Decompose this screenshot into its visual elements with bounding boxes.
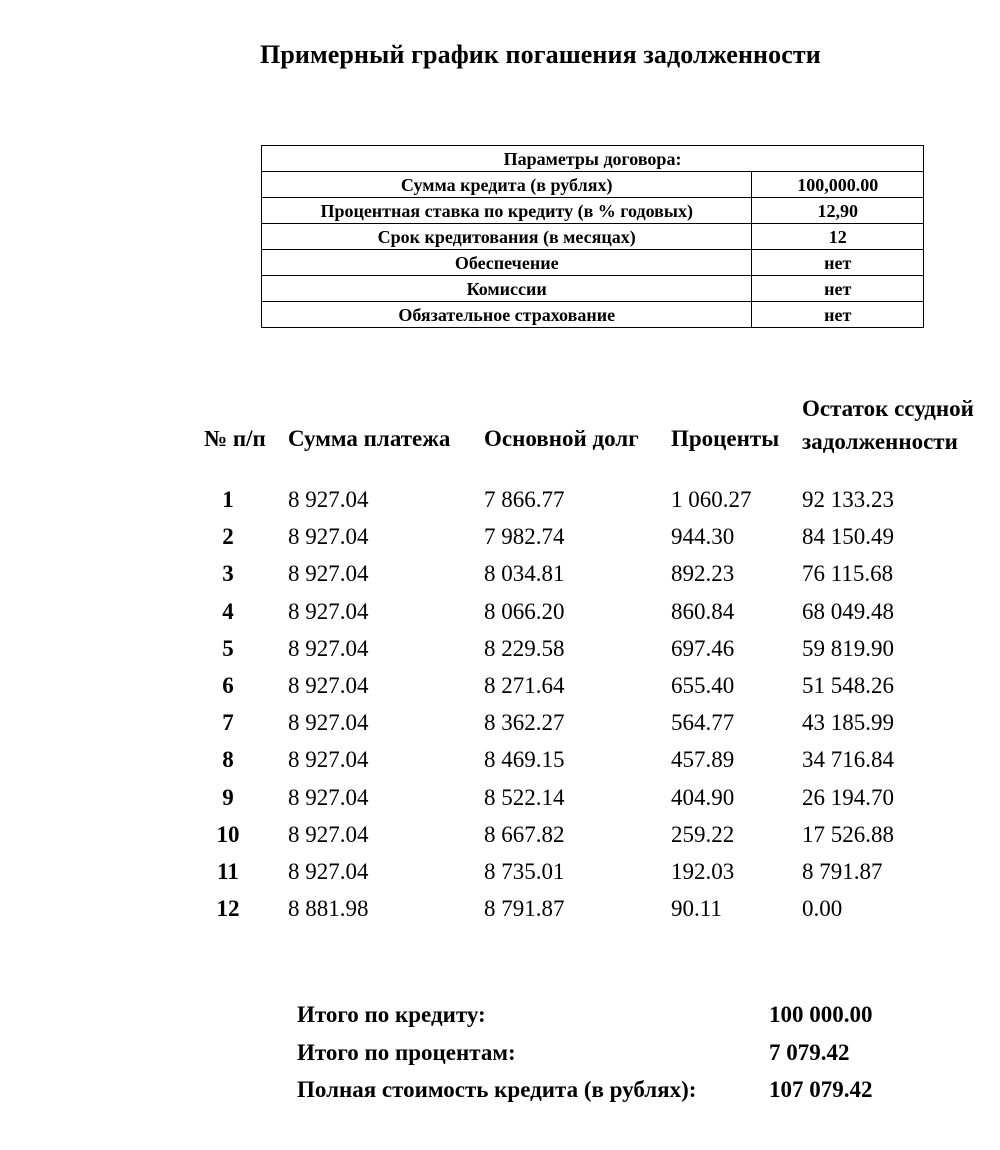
payment-amount: 8 927.04 (288, 598, 369, 624)
row-number: 1 (222, 487, 234, 512)
header-interest: Проценты (671, 426, 780, 451)
table-row (204, 524, 994, 561)
schedule-rows (204, 487, 994, 933)
row-number: 4 (222, 598, 234, 624)
interest-amount: 892.23 (671, 561, 735, 587)
payment-amount: 8 927.04 (288, 710, 369, 736)
interest-amount: 860.84 (671, 598, 735, 624)
table-row (204, 487, 994, 524)
param-label-term: Срок кредитования (в месяцах) (262, 224, 752, 250)
row-number: 12 (216, 896, 240, 922)
header-principal: Основной долг (484, 426, 639, 451)
row-number: 7 (222, 710, 234, 736)
row-number: 8 (222, 747, 234, 773)
remaining-balance: 26 194.70 (802, 784, 894, 810)
param-label-loan-amount: Сумма кредита (в рублях) (262, 172, 752, 198)
payment-amount: 8 927.04 (288, 672, 369, 698)
param-value-interest-rate: 12,90 (752, 198, 924, 224)
payment-amount: 8 927.04 (288, 524, 369, 550)
param-value-collateral: нет (752, 250, 924, 276)
total-label: Итого по процентам: (297, 1039, 516, 1065)
header-balance: Остаток ссудной задолженности (802, 396, 974, 454)
interest-amount: 1 060.27 (671, 487, 752, 512)
remaining-balance: 59 819.90 (802, 635, 894, 661)
params-row (262, 172, 924, 198)
principal-amount: 8 034.81 (484, 561, 565, 587)
table-row (204, 561, 994, 598)
payment-amount: 8 927.04 (288, 635, 369, 661)
total-row (297, 1002, 897, 1040)
remaining-balance: 92 133.23 (802, 487, 894, 512)
principal-amount: 8 362.27 (484, 710, 565, 736)
total-row (297, 1077, 897, 1115)
payment-amount: 8 927.04 (288, 784, 369, 810)
principal-amount: 8 271.64 (484, 672, 565, 698)
principal-amount: 8 066.20 (484, 598, 565, 624)
interest-amount: 90.11 (671, 896, 722, 922)
row-number: 9 (222, 784, 234, 810)
interest-amount: 404.90 (671, 784, 735, 810)
contract-parameters-table (261, 145, 924, 328)
row-number: 10 (216, 821, 240, 847)
principal-amount: 8 229.58 (484, 635, 565, 661)
page-title: Примерный график погашения задолженности (260, 40, 821, 69)
param-label-fees: Комиссии (262, 276, 752, 302)
params-header-row (262, 146, 924, 172)
interest-amount: 655.40 (671, 672, 735, 698)
header-payment: Сумма платежа (288, 426, 451, 451)
total-label: Итого по кредиту: (297, 1002, 486, 1027)
total-row (297, 1040, 897, 1078)
row-number: 2 (222, 524, 234, 550)
row-number: 3 (222, 561, 234, 587)
param-label-collateral: Обеспечение (262, 250, 752, 276)
params-row (262, 302, 924, 328)
interest-amount: 944.30 (671, 524, 735, 550)
principal-amount: 8 522.14 (484, 784, 565, 810)
total-value: 100 000.00 (769, 1002, 873, 1027)
params-row (262, 224, 924, 250)
table-row (204, 785, 994, 822)
param-label-interest-rate: Процентная ставка по кредиту (в % годовых) (262, 198, 752, 224)
interest-amount: 457.89 (671, 747, 735, 773)
total-value: 107 079.42 (769, 1077, 873, 1102)
payment-amount: 8 927.04 (288, 821, 369, 847)
params-header: Параметры договора: (262, 146, 924, 172)
table-row (204, 673, 994, 710)
table-row (204, 599, 994, 636)
payment-amount: 8 927.04 (288, 858, 369, 884)
schedule-header (204, 392, 994, 492)
remaining-balance: 68 049.48 (802, 598, 894, 624)
table-row (204, 710, 994, 747)
interest-amount: 259.22 (671, 821, 735, 847)
remaining-balance: 17 526.88 (802, 821, 894, 847)
params-row (262, 250, 924, 276)
total-value: 7 079.42 (769, 1039, 850, 1065)
principal-amount: 8 791.87 (484, 896, 565, 922)
interest-amount: 564.77 (671, 710, 735, 736)
row-number: 5 (222, 635, 234, 661)
principal-amount: 7 866.77 (484, 487, 565, 512)
remaining-balance: 84 150.49 (802, 524, 894, 550)
table-row (204, 636, 994, 673)
payment-amount: 8 927.04 (288, 487, 369, 512)
interest-amount: 192.03 (671, 858, 735, 884)
payment-amount: 8 881.98 (288, 896, 369, 922)
table-row (204, 822, 994, 859)
table-row (204, 747, 994, 784)
payment-amount: 8 927.04 (288, 561, 369, 587)
remaining-balance: 51 548.26 (802, 672, 894, 698)
param-value-loan-amount: 100,000.00 (752, 172, 924, 198)
remaining-balance: 43 185.99 (802, 710, 894, 736)
principal-amount: 8 735.01 (484, 858, 565, 884)
payment-schedule (204, 392, 994, 922)
principal-amount: 7 982.74 (484, 524, 565, 550)
param-value-term: 12 (752, 224, 924, 250)
table-row (204, 896, 994, 933)
principal-amount: 8 469.15 (484, 747, 565, 773)
param-value-insurance: нет (752, 302, 924, 328)
interest-amount: 697.46 (671, 635, 735, 661)
totals-block (297, 1002, 897, 1115)
total-label: Полная стоимость кредита (в рублях): (297, 1077, 697, 1102)
principal-amount: 8 667.82 (484, 821, 565, 847)
params-row (262, 198, 924, 224)
remaining-balance: 76 115.68 (802, 561, 894, 587)
remaining-balance: 34 716.84 (802, 747, 894, 773)
header-num: № п/п (204, 426, 266, 451)
param-label-insurance: Обязательное страхование (262, 302, 752, 328)
params-row (262, 276, 924, 302)
remaining-balance: 0.00 (802, 896, 843, 922)
row-number: 11 (217, 858, 239, 884)
param-value-fees: нет (752, 276, 924, 302)
payment-amount: 8 927.04 (288, 747, 369, 773)
remaining-balance: 8 791.87 (802, 858, 883, 884)
table-row (204, 859, 994, 896)
row-number: 6 (222, 672, 234, 698)
